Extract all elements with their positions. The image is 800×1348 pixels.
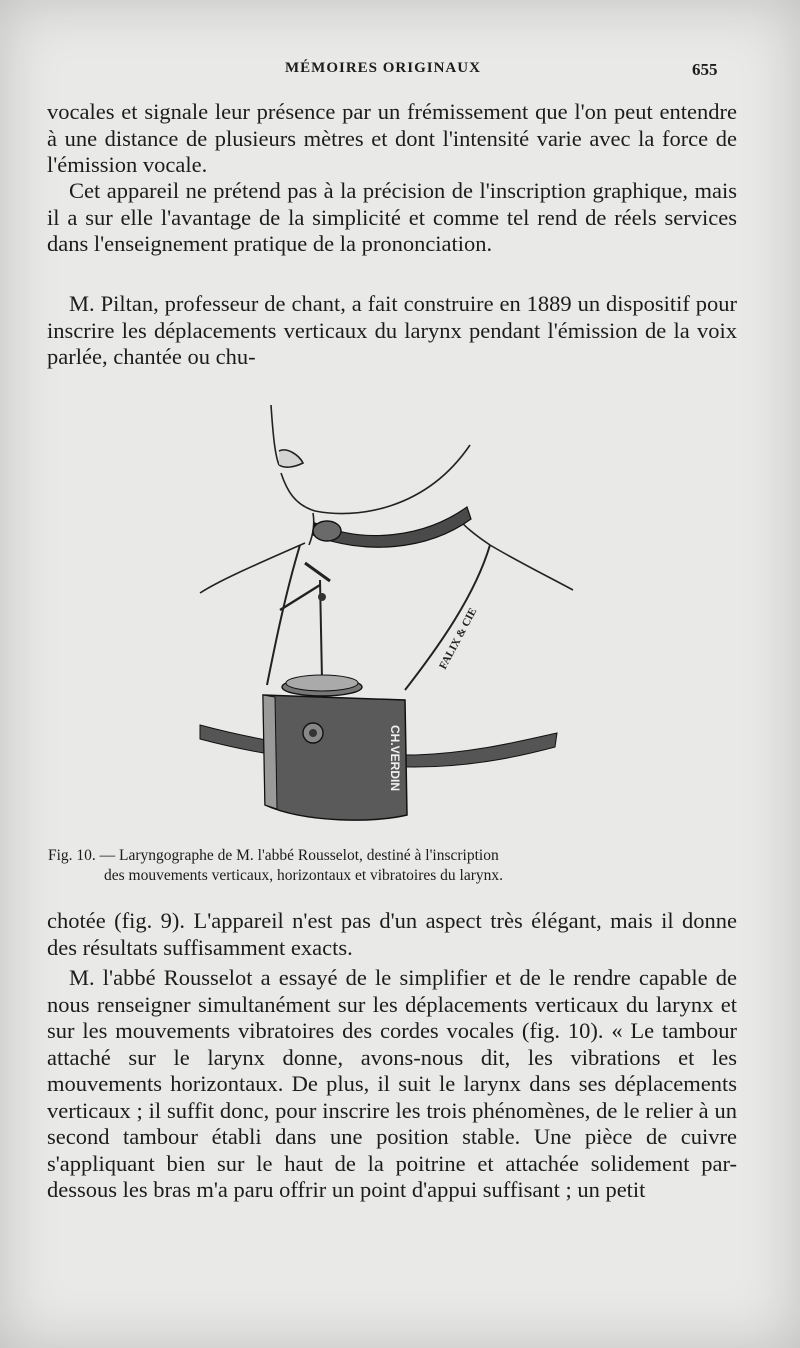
laryngograph-illustration: [195, 395, 575, 835]
paragraph-appareil: Cet appareil ne prétend pas à la précision de l'inscription graphique, mais il a sur elle l'avantage de la simplicité et comme tel rend de réels services dans l'enseignement pratique de la prononciation.: [47, 178, 737, 256]
running-title: MÉMOIRES ORIGINAUX: [285, 60, 481, 76]
figure-caption: [48, 846, 748, 886]
caption-line-1: Fig. 10. — Laryngographe de M. l'abbé Rousselot, destiné à l'inscription: [48, 847, 499, 864]
caption-line-2: des mouvements verticaux, horizontaux et vibratoires du larynx.: [104, 867, 504, 884]
paragraph-rousselot: M. l'abbé Rousselot a essayé de le simplifier et de le rendre capable de nous renseigner simultanément sur les déplacements verticaux du larynx et sur les mouvements vibratoires des cordes vocales (fig. 10). « Le tambour attaché sur le larynx donne, avons-nous dit, les vibrations et les mouvements horizontaux. De plus, il suit le larynx dans ses déplacements verticaux ; il suffit donc, pour inscrire les trois phénomènes, de le relier à un second tambour établi dans une position stable. Une pièce de cuivre s'appliquant bien sur le haut de la poitrine et attachée solidement par-dessous les bras m'a paru offrir un point d'appui suffisant ; un petit: [47, 965, 737, 1202]
paragraph-piltan: M. Piltan, professeur de chant, a fait construire en 1889 un dispositif pour inscrire les déplacements verticaux du larynx pendant l'émission de la voix parlée, chantée ou chu-: [47, 291, 737, 369]
maker-mark: FALIX & CIE: [437, 606, 480, 672]
running-head: [0, 60, 800, 84]
laryngograph-figure: [195, 395, 575, 835]
paragraph-continuation: vocales et signale leur présence par un frémissement que l'on peut entendre à une distance de plusieurs mètres et dont l'intensité varie avec la force de l'émission vocale.: [47, 99, 737, 177]
device-label: CH.VERDIN: [388, 725, 402, 792]
paragraph-chotee: chotée (fig. 9). L'appareil n'est pas d'un aspect très élégant, mais il donne des résultats suffisamment exacts.: [47, 908, 737, 960]
page-number: 655: [692, 60, 718, 79]
